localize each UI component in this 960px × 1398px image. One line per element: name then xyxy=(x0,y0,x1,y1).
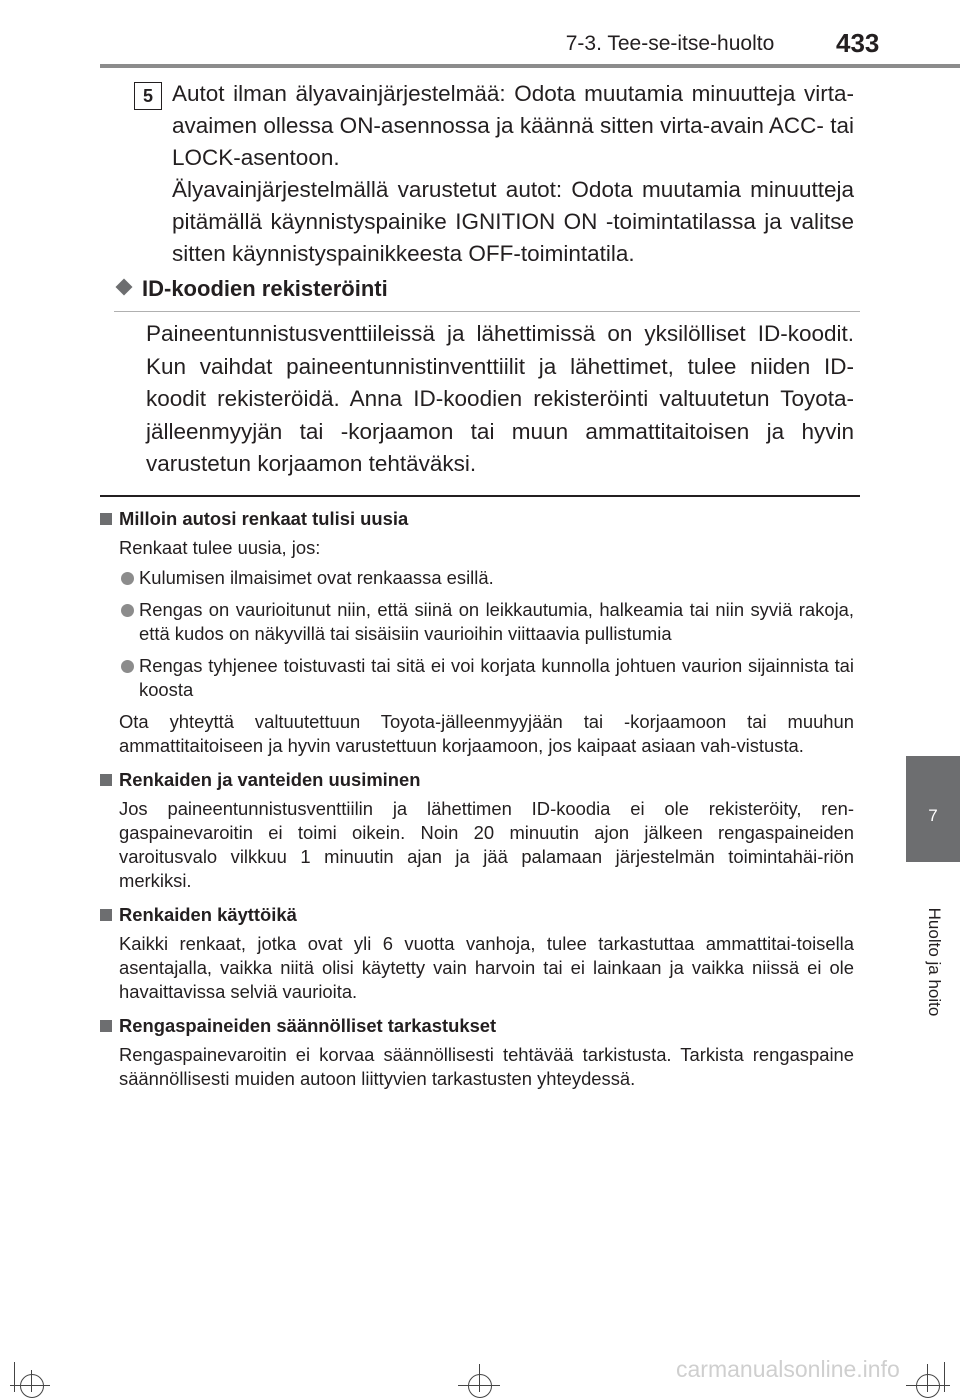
section-title: 7-3. Tee-se-itse-huolto xyxy=(565,32,775,55)
header-rule xyxy=(100,64,960,68)
section-heading-text: Renkaiden käyttöikä xyxy=(119,904,297,925)
section-heading xyxy=(100,507,854,531)
section-heading xyxy=(100,903,854,927)
section-body: Kaikki renkaat, jotka ovat yli 6 vuotta vanhoja, tulee tarkastuttaa ammattitai-toisella asentajalla, vaikka niitä olisi käytetty vain harvoin tai ei lainkaan ja vaikka niissä ei ole havaittavissa selviä vaurioita. xyxy=(119,933,854,1002)
crop-mark-line xyxy=(10,1385,50,1386)
square-bullet-icon xyxy=(100,1020,112,1032)
id-codes-heading-text: ID-koodien rekisteröinti xyxy=(142,276,388,301)
crop-mark-line xyxy=(927,1364,928,1392)
round-bullet-icon xyxy=(121,572,134,585)
list-item-text: Kulumisen ilmaisimet ovat renkaassa esillä. xyxy=(139,567,494,588)
section-heading-text: Rengaspaineiden säännölliset tarkastukset xyxy=(119,1015,497,1036)
diamond-icon xyxy=(116,279,133,296)
step-number-box: 5 xyxy=(134,82,162,110)
crop-mark-circle xyxy=(20,1374,44,1398)
section-heading xyxy=(100,1014,854,1038)
crop-mark-circle xyxy=(916,1374,940,1398)
step-text xyxy=(172,78,854,270)
section-outro: Ota yhteyttä valtuutettuun Toyota-jälleenmyyjään tai -korjaamoon tai muuhun ammattitaitoiseen ja hyvin varustettuun korjaamoon, jos kaipaat asiaan vah-vistusta. xyxy=(119,711,854,756)
list-item-text: Rengas on vaurioitunut niin, että siinä on leikkautumia, halkeamia tai niin syviä rakoja, että kudos on näkyvillä tai sisäisiin vaurioihin viittaavia pullistumia xyxy=(139,599,854,644)
crop-mark-circle xyxy=(468,1374,492,1398)
step-text-smart-key: Älyavainjärjestelmällä varustetut autot: Odota muutamia minuutteja pitämällä käynnistyspainike IGNITION ON -toimintatilassa ja valitse sitten käynnistyspainikkeesta OFF-toimintatila. xyxy=(172,177,854,266)
section-body: Rengaspainevaroitin ei korvaa säännöllisesti tehtävää tarkistusta. Tarkista rengaspaine säännöllisesti muiden autoon liittyvien tarkastusten yhteydessä. xyxy=(119,1044,854,1089)
section-heading-text: Renkaiden ja vanteiden uusiminen xyxy=(119,769,421,790)
section-intro: Renkaat tulee uusia, jos: xyxy=(119,537,321,558)
id-codes-paragraph: Paineentunnistusventtiileissä ja lähettimissä on yksilölliset ID-koodit. Kun vaihdat paineentunnistinventtiilit ja lähettimet, tulee niiden ID-koodit rekisteröidä. Anna ID-koodien rekisteröinti valtuutetun Toyota-jälleenmyyjän tai -korjaamon tai muun ammattitaitoisen ja hyvin varustetun korjaamon tehtäväksi. xyxy=(146,321,854,476)
page-number: 433 xyxy=(836,28,880,58)
crop-mark-line xyxy=(14,1362,15,1392)
chapter-label: Huolto ja hoito xyxy=(925,907,944,1017)
section-heading xyxy=(100,768,854,792)
section-heading-text: Milloin autosi renkaat tulisi uusia xyxy=(119,508,409,529)
crop-mark-line xyxy=(31,1370,32,1392)
round-bullet-icon xyxy=(121,660,134,673)
square-bullet-icon xyxy=(100,909,112,921)
step-text-no-smart-key: Autot ilman älyavainjärjestelmää: Odota muutamia minuutteja virta-avaimen ollessa ON-asennossa ja käännä sitten virta-avain ACC- tai LOCK-asentoon. xyxy=(172,81,854,170)
list-item xyxy=(100,566,854,590)
id-codes-body xyxy=(146,318,854,481)
square-bullet-icon xyxy=(100,774,112,786)
list-item xyxy=(100,654,854,702)
crop-mark-line xyxy=(479,1364,480,1392)
list-item xyxy=(100,598,854,646)
heading-rule xyxy=(114,311,860,312)
watermark: carmanualsonline.info xyxy=(676,1356,900,1382)
id-codes-heading xyxy=(114,276,388,302)
round-bullet-icon xyxy=(121,604,134,617)
crop-mark-line xyxy=(944,1362,945,1392)
square-bullet-icon xyxy=(100,513,112,525)
chapter-tab: 7 xyxy=(906,756,960,862)
list-item-text: Rengas tyhjenee toistuvasti tai sitä ei voi korjata kunnolla johtuen vaurion sijainnista tai koosta xyxy=(139,655,854,700)
section-divider xyxy=(100,495,860,497)
info-sections xyxy=(100,505,854,1091)
section-body: Jos paineentunnistusventtiilin ja lähettimen ID-koodia ei ole rekisteröity, ren-gaspainevaroitin ei toimi oikein. Noin 20 minuutin ajon jälkeen rengaspaineiden varoitusvalo vilkkuu 1 minuutin ajan ja jää palamaan järjestelmän toimintahäi-riön merkiksi. xyxy=(119,798,854,891)
